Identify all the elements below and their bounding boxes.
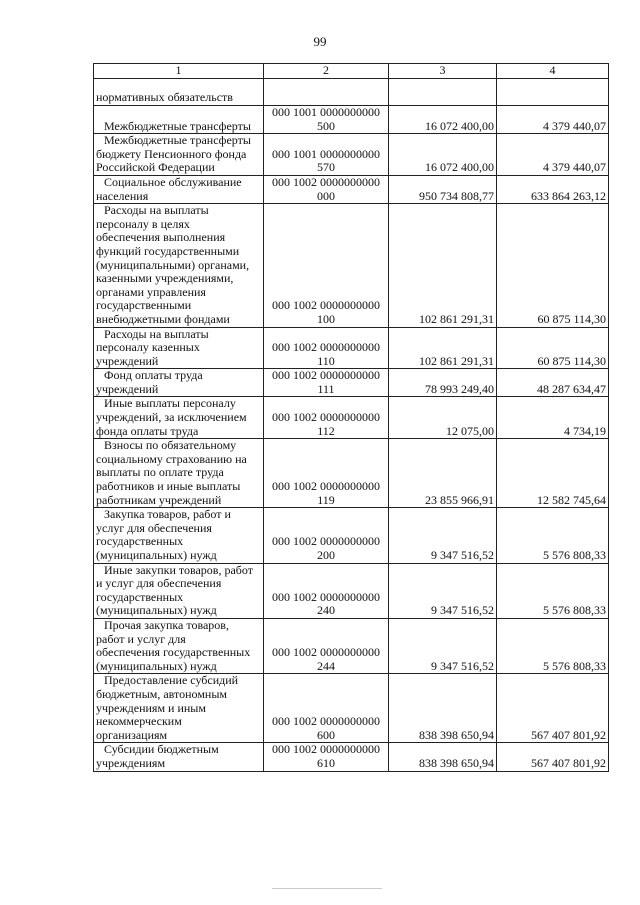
- budget-code-line: 244: [317, 658, 335, 673]
- table-row: [94, 743, 609, 771]
- budget-code-line: 000 1002 0000000000: [272, 340, 380, 355]
- expense-name-line: Взносы по обязательному: [104, 438, 237, 453]
- executed-amount: 567 407 801,92: [497, 674, 609, 743]
- expense-name-line: населения: [96, 188, 149, 203]
- expense-name: [94, 369, 264, 397]
- expense-name: [94, 204, 264, 327]
- expense-name: [94, 106, 264, 134]
- table-row: [94, 618, 609, 673]
- expense-name: [94, 327, 264, 369]
- expense-name-line: (муниципальных) нужд: [96, 603, 217, 618]
- expense-name-line: учреждений, за исключением: [96, 410, 247, 425]
- executed-amount: [497, 79, 609, 106]
- budget-code-line: 000 1002 0000000000: [272, 479, 380, 494]
- budget-table-body: [94, 64, 609, 772]
- approved-amount: 102 861 291,31: [389, 327, 497, 369]
- table-row: [94, 134, 609, 176]
- budget-code-line: 500: [317, 118, 335, 133]
- approved-amount: [389, 79, 497, 106]
- table-row: [94, 204, 609, 327]
- budget-code-line: 000 1002 0000000000: [272, 589, 380, 604]
- table-row: [94, 397, 609, 439]
- budget-code-line: 240: [317, 603, 335, 618]
- budget-code-line: 111: [317, 381, 335, 396]
- budget-code: [264, 106, 389, 134]
- budget-code: [264, 134, 389, 176]
- expense-name-line: Фонд оплаты труда: [104, 368, 203, 383]
- expense-name-line: учреждениям: [96, 755, 166, 770]
- expense-name: [94, 674, 264, 743]
- expense-name-line: казенными учреждениями,: [96, 271, 234, 286]
- expense-name-line: Иные выплаты персоналу: [104, 396, 236, 411]
- approved-amount: 950 734 808,77: [389, 175, 497, 203]
- approved-amount: 102 861 291,31: [389, 204, 497, 327]
- executed-amount: 60 875 114,30: [497, 327, 609, 369]
- table-row: [94, 674, 609, 743]
- budget-code-line: 000: [317, 188, 335, 203]
- expense-name-line: учреждений: [96, 381, 159, 396]
- column-number-row: [94, 64, 609, 79]
- expense-name: [94, 134, 264, 176]
- expense-name-line: персоналу в целях: [96, 216, 190, 231]
- executed-amount: 633 864 263,12: [497, 175, 609, 203]
- expense-name-line: Межбюджетные трансферты: [104, 133, 251, 148]
- budget-code-line: 200: [317, 548, 335, 562]
- expense-name-line: учреждений: [96, 353, 159, 368]
- column-number-4: 4: [497, 64, 609, 79]
- budget-code-line: 000 1002 0000000000: [272, 714, 380, 729]
- expense-name-line: обеспечения выполнения: [96, 230, 226, 245]
- budget-code: [264, 79, 389, 106]
- executed-amount: 4 734,19: [497, 397, 609, 439]
- expense-name-line: (муниципальных) нужд: [96, 548, 217, 562]
- expense-name: [94, 79, 264, 106]
- budget-code-line: 112: [317, 423, 335, 438]
- expense-name-line: Иные закупки товаров, работ: [104, 563, 253, 577]
- expense-name-line: государственных: [96, 589, 184, 604]
- table-row: [94, 327, 609, 369]
- expense-name-line: некоммерческим: [96, 714, 182, 729]
- expense-name-line: Предоставление субсидий: [104, 673, 239, 688]
- column-number-2: 2: [264, 64, 389, 79]
- expense-name-line: обеспечения государственных: [96, 645, 251, 660]
- executed-amount: 4 379 440,07: [497, 106, 609, 134]
- executed-amount: 4 379 440,07: [497, 134, 609, 176]
- approved-amount: 16 072 400,00: [389, 106, 497, 134]
- table-row: [94, 439, 609, 508]
- expense-name-line: (муниципальными) органами,: [96, 257, 250, 272]
- table-row: [94, 563, 609, 618]
- expense-name-line: Расходы на выплаты: [104, 327, 209, 341]
- expense-name-line: фонда оплаты труда: [96, 423, 199, 438]
- table-row: [94, 369, 609, 397]
- table-row: [94, 175, 609, 203]
- expense-name: [94, 743, 264, 771]
- budget-code: [264, 674, 389, 743]
- executed-amount: 60 875 114,30: [497, 204, 609, 327]
- budget-code-line: 600: [317, 727, 335, 742]
- budget-code: [264, 204, 389, 327]
- executed-amount: 12 582 745,64: [497, 439, 609, 508]
- budget-code-line: 000 1001 0000000000: [272, 105, 380, 119]
- expense-name-line: Прочая закупка товаров,: [104, 618, 229, 632]
- executed-amount: 5 576 808,33: [497, 563, 609, 618]
- budget-code: [264, 508, 389, 563]
- expense-name: [94, 439, 264, 508]
- executed-amount: 567 407 801,92: [497, 743, 609, 771]
- expense-name-line: государственных: [96, 534, 184, 549]
- budget-table: [93, 63, 609, 772]
- table-row: [94, 106, 609, 134]
- expense-name-line: бюджетным, автономным: [96, 686, 227, 701]
- expense-name-line: социальному страхованию на: [96, 451, 247, 466]
- approved-amount: 16 072 400,00: [389, 134, 497, 176]
- budget-code: [264, 327, 389, 369]
- expense-name: [94, 175, 264, 203]
- expense-name-line: внебюджетными фондами: [96, 311, 230, 326]
- expense-name: [94, 397, 264, 439]
- expense-name-line: работников и иные выплаты: [96, 479, 241, 494]
- expense-name: [94, 563, 264, 618]
- expense-name-line: персоналу казенных: [96, 340, 200, 355]
- expense-name-line: Социальное обслуживание: [104, 175, 242, 189]
- expense-name-line: нормативных обязательств: [96, 90, 233, 105]
- column-number-3: 3: [389, 64, 497, 79]
- budget-code: [264, 743, 389, 771]
- expense-name-line: бюджету Пенсионного фонда: [96, 146, 247, 161]
- budget-code-line: 100: [317, 311, 335, 326]
- approved-amount: 9 347 516,52: [389, 618, 497, 673]
- expense-name-line: Межбюджетные трансферты: [104, 118, 251, 133]
- expense-name-line: государственными: [96, 298, 192, 313]
- budget-code-line: 570: [317, 160, 335, 175]
- expense-name-line: и услуг для обеспечения: [96, 576, 222, 591]
- budget-code: [264, 439, 389, 508]
- approved-amount: 9 347 516,52: [389, 508, 497, 563]
- budget-code-line: 610: [317, 755, 335, 770]
- approved-amount: 838 398 650,94: [389, 743, 497, 771]
- budget-code: [264, 397, 389, 439]
- budget-code-line: 119: [317, 492, 335, 507]
- budget-code-line: 000 1002 0000000000: [272, 645, 380, 660]
- expense-name-line: Субсидии бюджетным: [104, 742, 219, 757]
- expense-name-line: выплаты по оплате труда: [96, 465, 224, 480]
- budget-code-line: 000 1002 0000000000: [272, 410, 380, 425]
- expense-name-line: организациям: [96, 727, 168, 742]
- budget-code-line: 000 1002 0000000000: [272, 742, 380, 757]
- executed-amount: 5 576 808,33: [497, 618, 609, 673]
- budget-code: [264, 563, 389, 618]
- expense-name: [94, 508, 264, 563]
- approved-amount: 78 993 249,40: [389, 369, 497, 397]
- budget-code: [264, 618, 389, 673]
- executed-amount: 5 576 808,33: [497, 508, 609, 563]
- column-number-1: 1: [94, 64, 264, 79]
- table-row: [94, 79, 609, 106]
- page-number: 99: [313, 34, 327, 49]
- expense-name-line: Российской Федерации: [96, 160, 215, 175]
- budget-code-line: 000 1002 0000000000: [272, 368, 380, 383]
- expense-name-line: Закупка товаров, работ и: [104, 507, 231, 522]
- budget-code-line: 000 1001 0000000000: [272, 146, 380, 161]
- budget-code: [264, 175, 389, 203]
- approved-amount: 9 347 516,52: [389, 563, 497, 618]
- expense-name-line: Расходы на выплаты: [104, 203, 209, 218]
- expense-name-line: работ и услуг для: [96, 631, 186, 646]
- expense-name-line: органами управления: [96, 284, 206, 299]
- executed-amount: 48 287 634,47: [497, 369, 609, 397]
- expense-name-line: (муниципальных) нужд: [96, 658, 217, 673]
- expense-name: [94, 618, 264, 673]
- expense-name-line: учреждениям и иным: [96, 700, 206, 715]
- approved-amount: 12 075,00: [389, 397, 497, 439]
- approved-amount: 23 855 966,91: [389, 439, 497, 508]
- footer-divider: [272, 888, 382, 889]
- approved-amount: 838 398 650,94: [389, 674, 497, 743]
- expense-name-line: услуг для обеспечения: [96, 520, 212, 535]
- budget-code-line: 000 1002 0000000000: [272, 298, 380, 313]
- expense-name-line: функций государственными: [96, 243, 240, 258]
- budget-code-line: 000 1002 0000000000: [272, 534, 380, 549]
- budget-code-line: 110: [317, 353, 335, 368]
- budget-code-line: 000 1002 0000000000: [272, 175, 380, 189]
- budget-code: [264, 369, 389, 397]
- table-row: [94, 508, 609, 563]
- expense-name-line: работникам учреждений: [96, 492, 222, 507]
